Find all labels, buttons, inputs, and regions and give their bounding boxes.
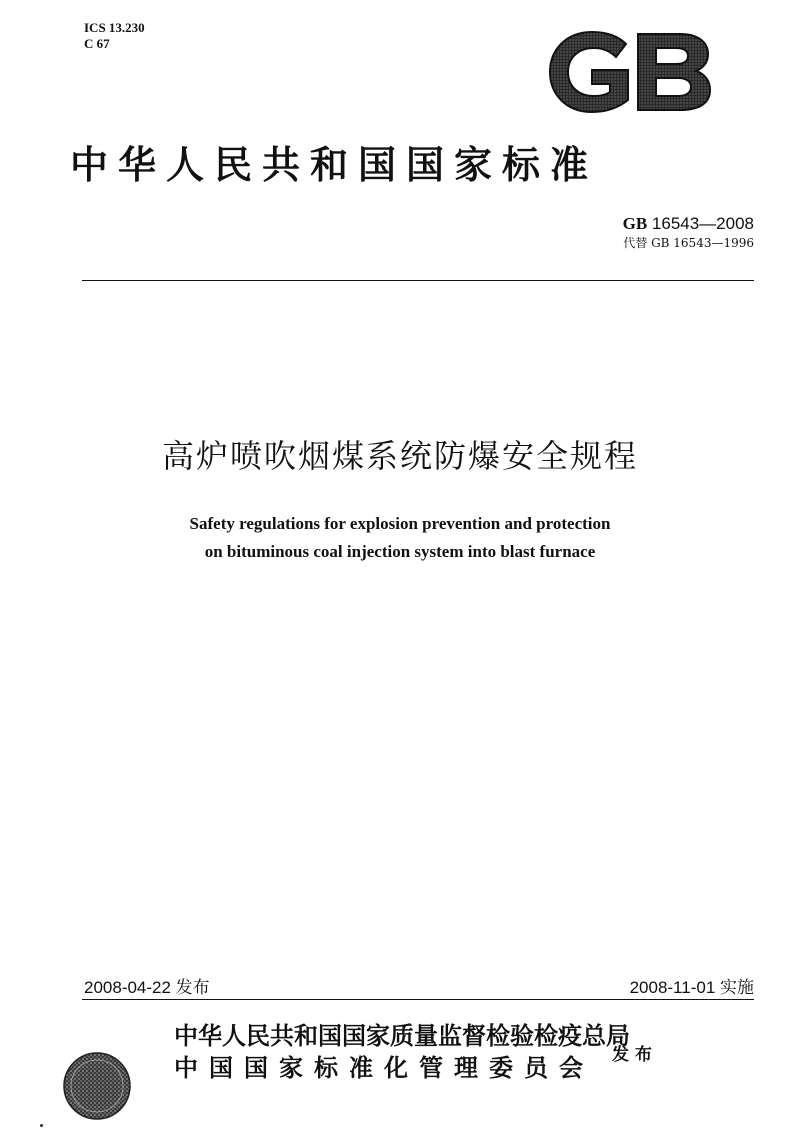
gb-logo — [548, 30, 712, 114]
issue-action: 发布 — [612, 1045, 658, 1065]
ccs-code: C 67 — [84, 36, 110, 51]
national-standard-title: 中华人民共和国国家标准 — [70, 142, 599, 187]
english-subject-title — [0, 510, 800, 566]
english-subject-line-2: on bituminous coal injection system into blast furnace — [204, 542, 596, 561]
chinese-subject-title: 高炉喷吹烟煤系统防爆安全规程 — [161, 437, 638, 475]
issuer-sac: 中国国家标准化管理委员会 — [174, 1053, 594, 1082]
replaces-standard: 代替 GB 16543—1996 — [623, 236, 754, 250]
standard-prefix: GB — [622, 214, 648, 233]
implementation-date: 2008-11-01 实施 — [629, 978, 754, 997]
standard-code: 16543—2008 — [651, 214, 754, 233]
issuer-aqsiq: 中华人民共和国国家质量监督检验检疫总局 — [174, 1021, 630, 1050]
standard-number — [623, 213, 754, 235]
scan-speck — [40, 1124, 43, 1127]
standard-number-block — [623, 213, 754, 251]
ics-classification — [84, 20, 145, 52]
official-seal — [62, 1050, 132, 1122]
issue-date: 2008-04-22 发布 — [84, 978, 210, 997]
english-subject-line-1: Safety regulations for explosion prevention and protection — [189, 514, 611, 533]
top-divider — [82, 280, 754, 281]
issuing-authorities — [174, 1020, 630, 1084]
ics-code: ICS 13.230 — [84, 20, 145, 35]
bottom-divider — [82, 999, 754, 1000]
